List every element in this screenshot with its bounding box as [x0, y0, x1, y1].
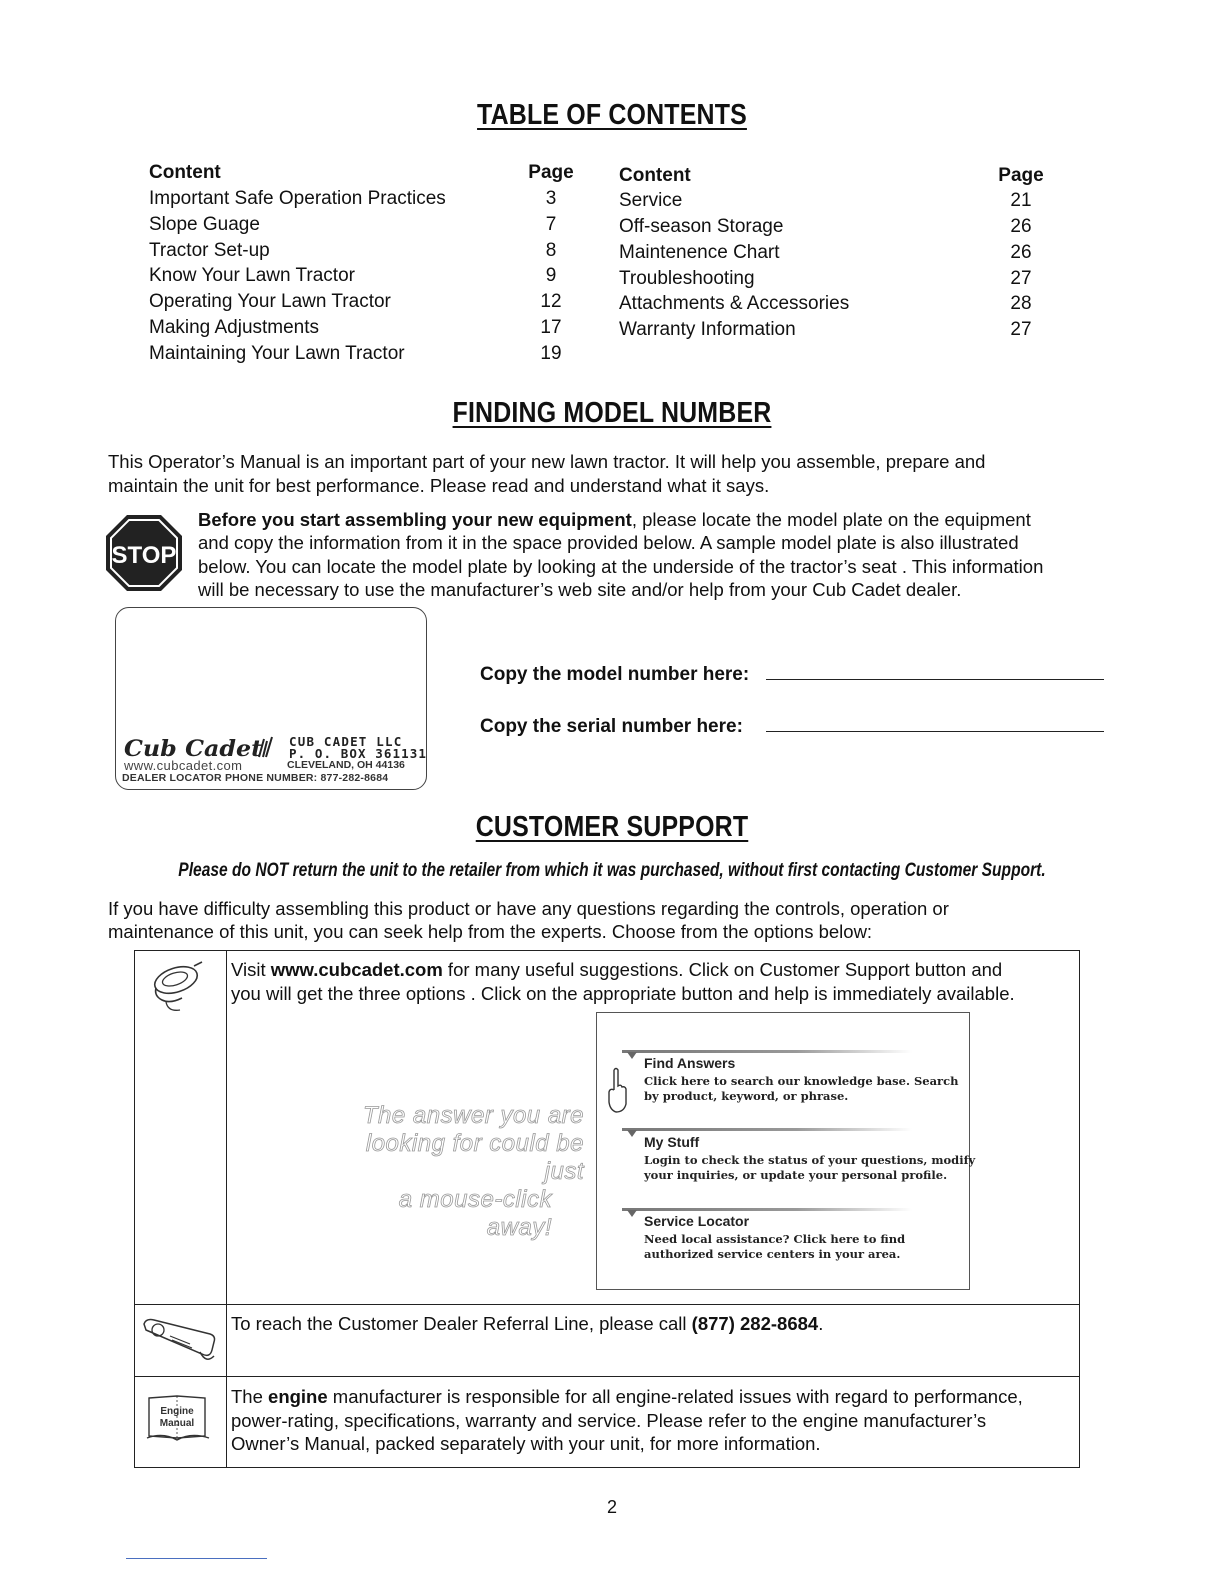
option-find-answers[interactable]: Find Answers	[644, 1055, 736, 1071]
toc-entry-page: 12	[540, 291, 562, 312]
toc-right-content-header: Content	[619, 165, 691, 186]
toc-entry-label: Tractor Set-up	[149, 240, 270, 261]
stop-paragraph-line: will be necessary to use the manufacturer’s web site and/or help from your Cub Cadet dealer.	[198, 579, 962, 600]
option-desc: Click here to search our knowledge base. Search	[644, 1074, 959, 1088]
engine-line-rest: manufacturer is responsible for all engine-related issues with regard to performance,	[327, 1386, 1023, 1407]
table-row-divider	[134, 1376, 1080, 1377]
stop-sign-icon	[104, 513, 184, 593]
support-intro-line: If you have difficulty assembling this product or have any questions regarding the controls, operation or	[108, 898, 949, 919]
engine-line-pre: The	[231, 1386, 269, 1407]
tagline-line: The answer you are	[362, 1102, 584, 1129]
toc-entry-label: Warranty Information	[619, 319, 796, 340]
visit-word: Visit	[231, 959, 271, 980]
toc-right-page-header: Page	[998, 165, 1044, 186]
model-section-title: FINDING MODEL NUMBER	[452, 397, 772, 429]
stop-sign-label: STOP	[111, 542, 177, 569]
toc-entry-page: 26	[1010, 242, 1032, 263]
website-link[interactable]: www.cubcadet.com	[270, 959, 443, 980]
engine-bold: engine	[268, 1386, 328, 1407]
toc-entry-page: 7	[545, 214, 557, 235]
engine-line: power-rating, specifications, warranty and service. Please refer to the engine manufacturer’s	[231, 1410, 987, 1431]
toc-entry-page: 9	[545, 265, 557, 286]
option-desc: Need local assistance? Click here to find	[644, 1232, 906, 1246]
support-section-title: CUSTOMER SUPPORT	[475, 811, 749, 843]
engine-line	[231, 1385, 1071, 1409]
copy-model-label: Copy the model number here:	[480, 664, 750, 685]
footer-rule	[126, 1558, 267, 1559]
option-my-stuff[interactable]: My Stuff	[644, 1134, 700, 1150]
option-arrow-icon	[627, 1052, 637, 1059]
option-desc: authorized service centers in your area.	[644, 1247, 901, 1261]
telephone-icon	[140, 1316, 220, 1366]
plate-city: CLEVELAND, OH 44136	[287, 759, 405, 771]
toc-entry-page: 8	[545, 240, 557, 261]
toc-entry-label: Off-season Storage	[619, 216, 784, 237]
stop-bold-lead: Before you start assembling your new equipment	[198, 509, 632, 530]
tagline-line: a mouse-click away!	[398, 1186, 552, 1241]
tagline-line: looking for could be just	[365, 1130, 584, 1185]
toc-entry-page: 27	[1010, 268, 1032, 289]
website-line	[231, 958, 1071, 982]
toc-entry-label: Know Your Lawn Tractor	[149, 265, 355, 286]
option-desc: Login to check the status of your questions, modify	[644, 1153, 976, 1167]
dealer-phone-number[interactable]: (877) 282-8684	[691, 1313, 819, 1334]
toc-entry-label: Important Safe Operation Practices	[149, 188, 446, 209]
stop-paragraph-line: and copy the information from it in the space provided below. A sample model plate is also illustrated	[198, 532, 1019, 553]
option-bar	[622, 1128, 912, 1131]
website-line: you will get the three options . Click on the appropriate button and help is immediately available.	[231, 983, 1015, 1004]
plate-po-box: P. O. BOX 361131	[289, 746, 428, 761]
toc-entry-page: 3	[545, 188, 557, 209]
toc-entry-label: Troubleshooting	[619, 268, 755, 289]
toc-entry-label: Service	[619, 190, 683, 211]
table-row-divider	[134, 1304, 1080, 1305]
toc-entry-label: Attachments & Accessories	[619, 293, 850, 314]
toc-entry-page: 27	[1010, 319, 1032, 340]
option-service-locator[interactable]: Service Locator	[644, 1213, 750, 1229]
plate-company: CUB CADET LLC	[289, 734, 403, 749]
toc-entry-page: 17	[540, 317, 562, 338]
toc-entry-label: Operating Your Lawn Tractor	[149, 291, 391, 312]
dealer-referral-text: To reach the Customer Dealer Referral Line, please call	[231, 1313, 692, 1334]
plate-dealer-line: DEALER LOCATOR PHONE NUMBER: 877-282-8684	[122, 772, 389, 784]
stop-paragraph-line: below. You can locate the model plate by looking at the underside of the tractor’s seat . This information	[198, 556, 1044, 577]
sentence-end: .	[818, 1313, 824, 1334]
stop-line1-rest: , please locate the model plate on the equipment	[631, 509, 1031, 530]
toc-entry-label: Maintenence Chart	[619, 242, 780, 263]
page-number: 2	[606, 1497, 617, 1517]
option-arrow-icon	[627, 1130, 637, 1137]
book-label: Manual	[159, 1418, 195, 1429]
toc-entry-page: 26	[1010, 216, 1032, 237]
toc-entry-label: Maintaining Your Lawn Tractor	[149, 343, 405, 364]
model-intro-line: This Operator’s Manual is an important part of your new lawn tractor. It will help you assemble, prepare and	[108, 451, 986, 472]
logo-grass-icon	[255, 735, 275, 759]
option-bar	[622, 1208, 912, 1211]
toc-left-page-header: Page	[528, 162, 574, 183]
cub-cadet-logo: Cub Cadet	[124, 736, 263, 762]
pointing-hand-icon	[606, 1066, 630, 1114]
model-number-line[interactable]	[766, 679, 1104, 680]
support-intro-line: maintenance of this unit, you can seek help from the experts. Choose from the options below:	[108, 921, 873, 942]
engine-manual-book-icon	[143, 1392, 213, 1444]
book-label: Engine	[160, 1406, 194, 1417]
tagline	[330, 1102, 584, 1242]
toc-entry-label: Making Adjustments	[149, 317, 320, 338]
stop-paragraph-line	[198, 508, 1031, 532]
copy-serial-label: Copy the serial number here:	[480, 716, 743, 737]
support-warning: Please do NOT return the unit to the retailer from which it was purchased, without first contacting Customer Support.	[178, 860, 1046, 881]
option-arrow-icon	[627, 1210, 637, 1217]
plate-website: www.cubcadet.com	[124, 758, 243, 773]
toc-title: TABLE OF CONTENTS	[477, 99, 747, 131]
toc-entry-page: 21	[1010, 190, 1032, 211]
toc-entry-label: Slope Guage	[149, 214, 260, 235]
option-desc: by product, keyword, or phrase.	[644, 1089, 849, 1103]
option-desc: your inquiries, or update your personal profile.	[644, 1168, 948, 1182]
website-line-rest: for many useful suggestions. Click on Customer Support button and	[442, 959, 1003, 980]
toc-entry-page: 28	[1010, 293, 1032, 314]
option-bar	[622, 1050, 912, 1053]
model-intro-line: maintain the unit for best performance. Please read and understand what it says.	[108, 475, 770, 496]
dealer-referral-line	[231, 1312, 1071, 1336]
computer-mouse-icon	[146, 960, 206, 1014]
table-column-divider	[226, 950, 227, 1468]
engine-line: Owner’s Manual, packed separately with your unit, for more information.	[231, 1433, 821, 1454]
toc-entry-page: 19	[540, 343, 562, 364]
serial-number-line[interactable]	[766, 731, 1104, 732]
toc-left-content-header: Content	[149, 162, 221, 183]
